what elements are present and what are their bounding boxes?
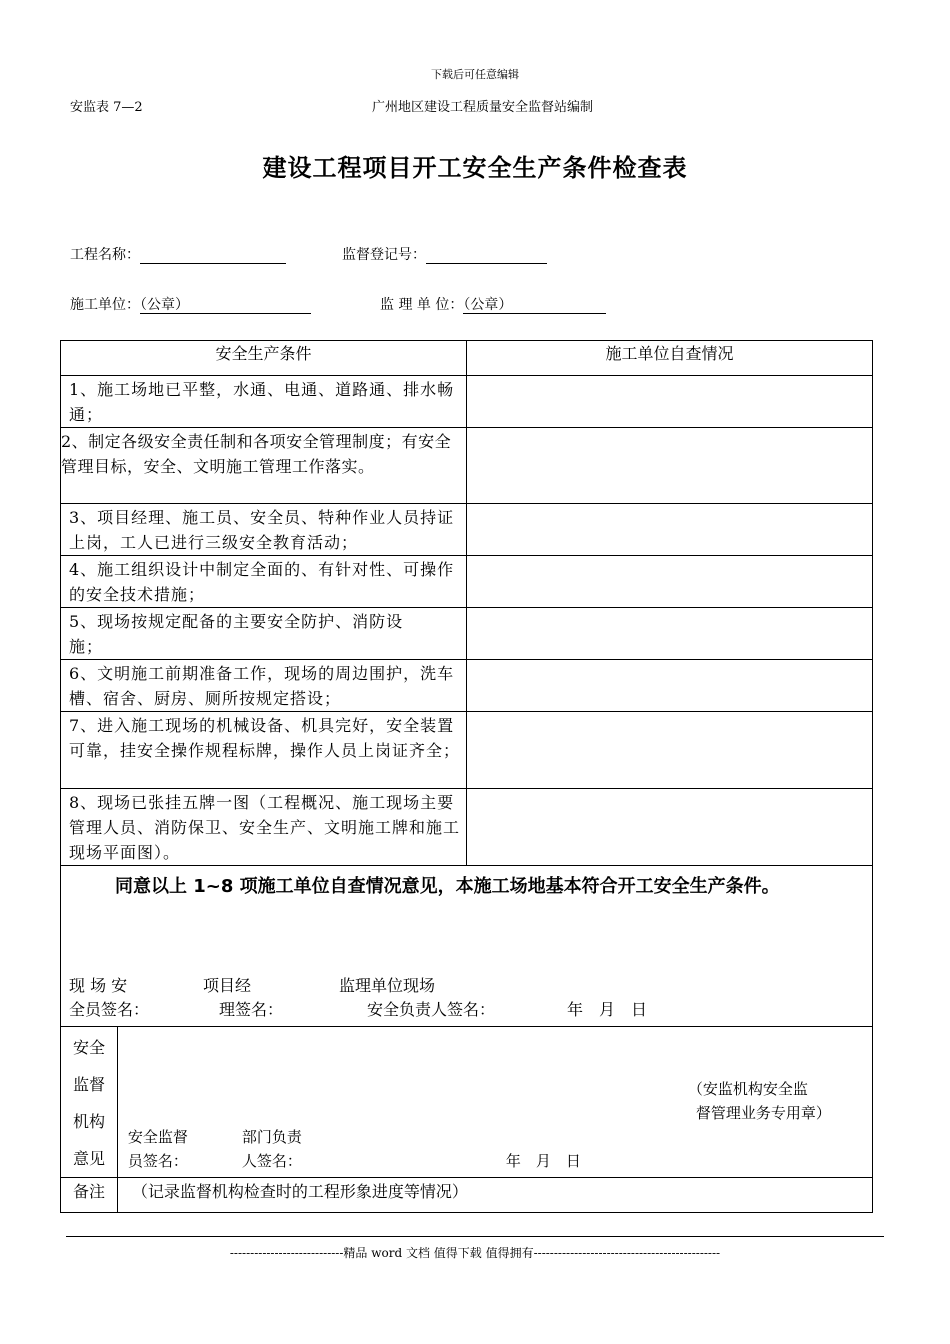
supervision-label [61,1027,118,1178]
supervision-label-line-1: 安全 [72,1038,105,1057]
contractor-field [70,294,311,314]
safety-officer-signature[interactable] [69,974,149,1022]
self-check-cell-5[interactable] [467,608,873,660]
project-name-blank[interactable] [140,247,286,264]
contractor-blank[interactable] [189,297,311,314]
table-row [61,608,873,660]
supervision-row [61,1027,873,1178]
table-header-row [61,341,873,376]
project-manager-label-2: 理签名： [219,1000,284,1019]
inspector-signature[interactable] [128,1125,188,1173]
inspector-label-2: 员签名： [127,1152,188,1170]
col-header-conditions: 安全生产条件 [61,341,467,376]
dept-head-signature[interactable] [242,1125,302,1173]
condition-6: 6、文明施工前期准备工作，现场的周边围护，洗车槽、宿舍、厨房、厕所按规定搭设； [61,660,467,712]
checklist-table [60,340,873,1213]
form-code: 安监表 7—2 [70,100,143,115]
project-name-field [70,244,286,264]
registration-no-blank[interactable] [426,247,547,264]
table-row [61,376,873,428]
opinion-row [61,866,873,1027]
dept-head-label-2: 人签名： [241,1152,302,1170]
self-check-cell-6[interactable] [467,660,873,712]
project-manager-signature[interactable] [203,974,283,1022]
supervisor-label: 监 理 单 位： [380,297,464,313]
self-check-cell-7[interactable] [467,712,873,789]
seal-note-line-1: （安监机构安全监 [687,1080,808,1098]
footer-text: ----------------------------精品 word 文档 值得下载 值得拥有---------------------------------------------- [229,1246,721,1260]
supervisor-safety-signature[interactable] [339,974,495,1022]
condition-2: 2、制定各级安全责任制和各项安全管理制度；有安全管理目标，安全、文明施工管理工作落实。 [61,428,467,504]
seal-note-line-2: 督管理业务专用章） [695,1104,831,1122]
supervisor-safety-label-1: 监理单位现场 [339,976,436,995]
supervision-label-line-3: 机构 [72,1112,105,1131]
condition-3: 3、项目经理、施工员、安全员、特种作业人员持证上岗，工人已进行三级安全教育活动； [61,504,467,556]
project-name-label: 工程名称： [70,247,140,263]
document-title: 建设工程项目开工安全生产条件检查表 [262,153,688,182]
contractor-label: 施工单位： [70,297,140,313]
table-row [61,789,873,866]
remark-row [61,1178,873,1213]
registration-no-field [342,244,547,264]
contractor-seal: （公章） [140,297,189,313]
supervisor-seal: （公章） [463,297,513,313]
official-seal-note [688,1077,831,1125]
table-row [61,660,873,712]
condition-8: 8、现场已张挂五牌一图（工程概况、施工现场主要管理人员、消防保卫、安全生产、文明施工牌和施工现场平面图）。 [61,789,467,866]
supervisor-field [380,294,606,314]
registration-no-label: 监督登记号： [342,247,426,263]
table-row [61,428,873,504]
opinion-text: 同意以上 1~8 项施工单位自查情况意见，本施工场地基本符合开工安全生产条件。 [115,876,780,897]
dept-head-label-1: 部门负责 [241,1128,302,1146]
self-check-cell-1[interactable] [467,376,873,428]
supervisor-safety-label-2: 安全负责人签名： [367,1000,496,1019]
self-check-cell-4[interactable] [467,556,873,608]
condition-4: 4、施工组织设计中制定全面的、有针对性、可操作的安全技术措施； [61,556,467,608]
table-row [61,712,873,789]
self-check-cell-8[interactable] [467,789,873,866]
footer-divider [66,1236,884,1237]
project-manager-label-1: 项目经 [203,976,252,995]
supervision-date[interactable]: 年 月 日 [505,1152,581,1170]
issuing-authority: 广州地区建设工程质量安全监督站编制 [372,100,594,115]
opinion-date[interactable]: 年 月 日 [567,1000,648,1019]
self-check-cell-2[interactable] [467,428,873,504]
opinion-cell [61,866,873,1027]
table-row [61,504,873,556]
table-row [61,556,873,608]
condition-1: 1、施工场地已平整，水通、电通、道路通、排水畅通； [61,376,467,428]
supervision-opinion-cell[interactable] [117,1027,872,1178]
supervisor-blank[interactable] [512,297,606,314]
remark-cell[interactable]: （记录监督机构检查时的工程形象进度等情况） [117,1178,872,1213]
condition-7: 7、进入施工现场的机械设备、机具完好，安全装置可靠，挂安全操作规程标牌，操作人员上岗证齐全； [61,712,467,789]
remark-label: 备注 [61,1178,118,1213]
self-check-cell-3[interactable] [467,504,873,556]
supervision-label-line-2: 监督 [72,1075,105,1094]
inspector-label-1: 安全监督 [127,1128,188,1146]
supervision-label-line-4: 意见 [72,1149,105,1168]
safety-officer-label-2: 全员签名： [69,1000,150,1019]
condition-5: 5、现场按规定配备的主要安全防护、消防设施； [61,608,467,660]
safety-officer-label-1: 现 场 安 [69,976,128,995]
download-note: 下载后可任意编辑 [431,68,519,81]
col-header-self-check: 施工单位自查情况 [467,341,873,376]
